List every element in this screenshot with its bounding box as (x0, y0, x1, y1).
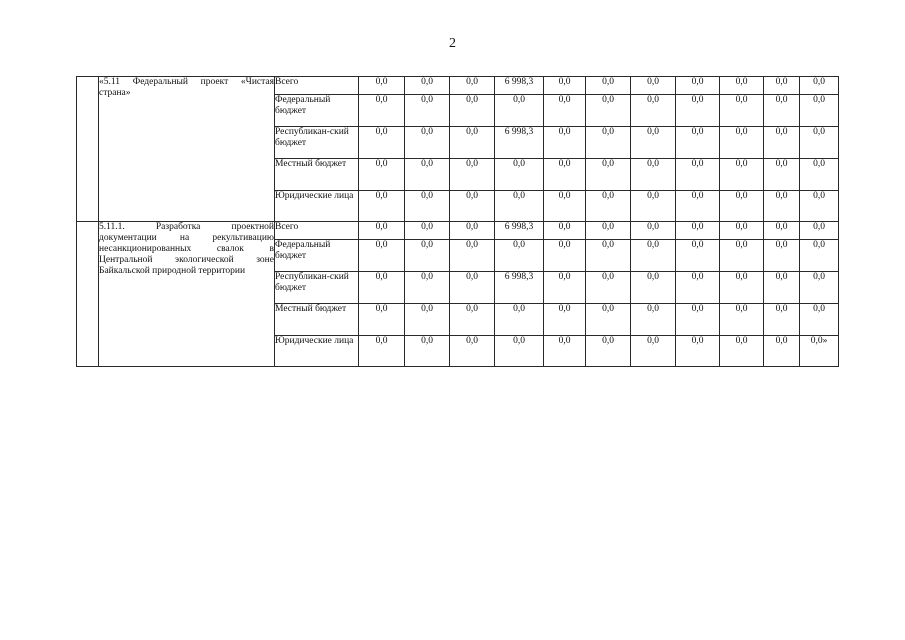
value-cell: 0,0 (631, 222, 676, 240)
value-cell: 0,0 (359, 127, 405, 159)
value-cell: 0,0 (450, 222, 495, 240)
value-cell: 0,0 (800, 304, 839, 336)
value-cell: 0,0 (359, 191, 405, 222)
value-cell: 0,0 (359, 95, 405, 127)
value-cell: 0,0 (631, 77, 676, 95)
value-cell: 0,0 (544, 240, 586, 272)
value-cell: 0,0 (405, 127, 450, 159)
value-cell: 0,0 (631, 304, 676, 336)
value-cell: 0,0 (495, 304, 544, 336)
funding-source-cell: Юридические лица (275, 336, 359, 367)
value-cell: 0,0 (720, 272, 764, 304)
value-cell: 0,0 (359, 77, 405, 95)
value-cell: 0,0 (764, 304, 800, 336)
value-cell: 0,0 (800, 191, 839, 222)
value-cell: 0,0 (359, 336, 405, 367)
value-cell: 0,0 (631, 127, 676, 159)
funding-source-cell: Республикан-ский бюджет (275, 272, 359, 304)
value-cell: 0,0 (405, 304, 450, 336)
value-cell: 0,0 (764, 77, 800, 95)
value-cell: 0,0 (676, 159, 720, 191)
value-cell: 0,0 (495, 240, 544, 272)
value-cell: 0,0 (544, 77, 586, 95)
value-cell: 0,0 (764, 127, 800, 159)
value-cell: 0,0 (586, 272, 631, 304)
value-cell: 0,0 (586, 77, 631, 95)
value-cell: 0,0 (720, 159, 764, 191)
value-cell: 0,0 (676, 304, 720, 336)
value-cell: 0,0 (720, 95, 764, 127)
value-cell: 0,0 (720, 77, 764, 95)
table-row (77, 222, 839, 240)
value-cell: 0,0 (544, 272, 586, 304)
value-cell: 0,0 (586, 304, 631, 336)
value-cell: 0,0 (495, 191, 544, 222)
value-cell: 0,0 (450, 240, 495, 272)
funding-source-cell: Местный бюджет (275, 159, 359, 191)
value-cell: 0,0 (676, 127, 720, 159)
value-cell: 0,0 (764, 336, 800, 367)
value-cell: 0,0 (450, 336, 495, 367)
funding-source-cell: Республикан-ский бюджет (275, 127, 359, 159)
value-cell: 0,0 (450, 127, 495, 159)
value-cell: 0,0 (586, 336, 631, 367)
value-cell: 0,0 (586, 159, 631, 191)
value-cell: 0,0 (676, 95, 720, 127)
funding-source-cell: Федеральный бюджет (275, 95, 359, 127)
value-cell: 0,0 (405, 336, 450, 367)
value-cell: 0,0 (359, 240, 405, 272)
value-cell: 0,0 (359, 304, 405, 336)
value-cell: 0,0 (631, 336, 676, 367)
value-cell: 0,0 (450, 77, 495, 95)
value-cell: 0,0 (631, 272, 676, 304)
value-cell: 0,0 (676, 191, 720, 222)
value-cell: 0,0 (720, 240, 764, 272)
value-cell: 0,0 (544, 222, 586, 240)
value-cell: 0,0 (800, 222, 839, 240)
value-cell: 0,0 (359, 272, 405, 304)
value-cell: 0,0 (586, 191, 631, 222)
value-cell: 0,0 (676, 77, 720, 95)
value-cell: 0,0 (720, 222, 764, 240)
budget-table (76, 76, 839, 367)
value-cell: 0,0 (764, 222, 800, 240)
value-cell: 0,0 (405, 222, 450, 240)
value-cell: 0,0 (586, 222, 631, 240)
page-number: 2 (449, 36, 456, 51)
funding-source-cell: Местный бюджет (275, 304, 359, 336)
value-cell: 0,0 (544, 304, 586, 336)
value-cell: 0,0 (405, 77, 450, 95)
value-cell: 0,0 (676, 272, 720, 304)
funding-source-cell: Федеральный бюджет (275, 240, 359, 272)
row-number-cell (77, 77, 99, 222)
value-cell: 0,0 (676, 336, 720, 367)
value-cell: 0,0 (631, 240, 676, 272)
value-cell: 0,0 (405, 95, 450, 127)
value-cell: 0,0 (720, 304, 764, 336)
value-cell: 6 998,3 (495, 272, 544, 304)
value-cell: 0,0 (544, 159, 586, 191)
value-cell: 0,0 (450, 191, 495, 222)
value-cell: 0,0 (450, 304, 495, 336)
value-cell: 0,0 (631, 191, 676, 222)
value-cell: 0,0 (359, 222, 405, 240)
value-cell: 0,0 (405, 159, 450, 191)
value-cell: 0,0 (544, 127, 586, 159)
value-cell: 0,0» (800, 336, 839, 367)
value-cell: 0,0 (800, 240, 839, 272)
value-cell: 0,0 (405, 272, 450, 304)
funding-source-cell: Юридические лица (275, 191, 359, 222)
value-cell: 0,0 (586, 240, 631, 272)
value-cell: 0,0 (676, 240, 720, 272)
value-cell: 0,0 (764, 191, 800, 222)
row-number-cell (77, 222, 99, 367)
value-cell: 0,0 (720, 127, 764, 159)
value-cell: 0,0 (800, 95, 839, 127)
value-cell: 0,0 (450, 159, 495, 191)
value-cell: 0,0 (495, 95, 544, 127)
value-cell: 0,0 (764, 240, 800, 272)
value-cell: 6 998,3 (495, 77, 544, 95)
value-cell: 0,0 (450, 272, 495, 304)
value-cell: 0,0 (544, 336, 586, 367)
value-cell: 6 998,3 (495, 222, 544, 240)
value-cell: 0,0 (544, 191, 586, 222)
value-cell: 0,0 (720, 336, 764, 367)
budget-table-body (77, 77, 839, 367)
funding-source-cell: Всего (275, 222, 359, 240)
value-cell: 0,0 (405, 191, 450, 222)
value-cell: 0,0 (631, 159, 676, 191)
value-cell: 0,0 (405, 240, 450, 272)
value-cell: 0,0 (586, 95, 631, 127)
activity-name-cell: 5.11.1. Разработка проектной документации на рекультивацию несанкционированных свалок в Центральной экологической зоне Байкальской природной территории (99, 222, 275, 367)
activity-name-cell: «5.11 Федеральный проект «Чистая страна» (99, 77, 275, 222)
value-cell: 0,0 (359, 159, 405, 191)
value-cell: 0,0 (764, 95, 800, 127)
value-cell: 0,0 (800, 127, 839, 159)
value-cell: 0,0 (631, 95, 676, 127)
value-cell: 0,0 (450, 95, 495, 127)
value-cell: 0,0 (800, 159, 839, 191)
value-cell: 0,0 (495, 159, 544, 191)
value-cell: 0,0 (720, 191, 764, 222)
value-cell: 0,0 (764, 272, 800, 304)
value-cell: 0,0 (586, 127, 631, 159)
value-cell: 0,0 (800, 272, 839, 304)
value-cell: 0,0 (764, 159, 800, 191)
value-cell: 6 998,3 (495, 127, 544, 159)
value-cell: 0,0 (495, 336, 544, 367)
value-cell: 0,0 (544, 95, 586, 127)
value-cell: 0,0 (800, 77, 839, 95)
value-cell: 0,0 (676, 222, 720, 240)
table-row (77, 77, 839, 95)
funding-source-cell: Всего (275, 77, 359, 95)
